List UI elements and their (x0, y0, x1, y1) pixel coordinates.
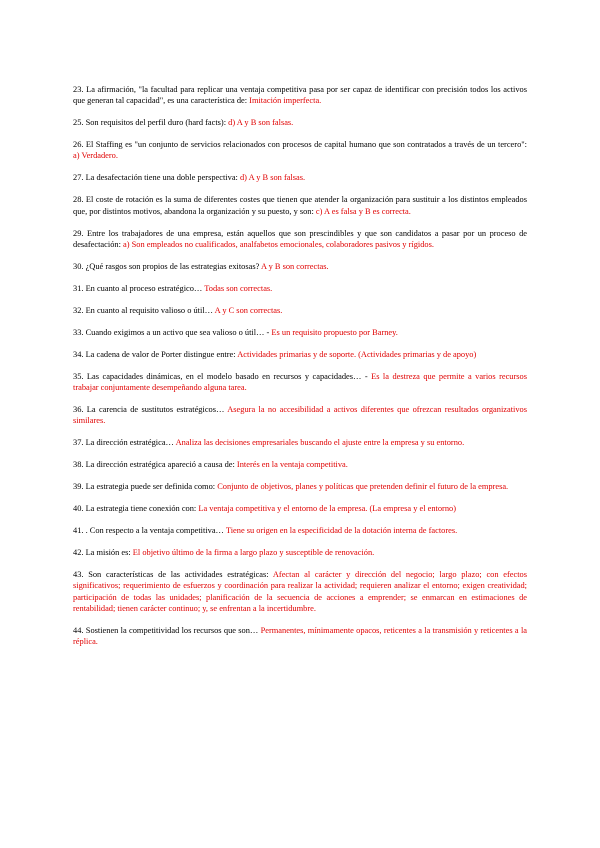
question-list (73, 84, 527, 658)
question-text: 39. La estrategia puede ser definida como: (73, 482, 218, 492)
question-item (73, 481, 527, 492)
question-item (73, 459, 527, 470)
answer-text: a) Son empleados no cualificados, analfabetos emocionales, colaboradores pasivos y rígidos. (123, 239, 434, 249)
question-item (73, 172, 527, 183)
question-item (73, 283, 527, 294)
question-item (73, 84, 527, 106)
answer-text: Es un requisito propuesto por Barney. (271, 327, 398, 337)
question-text: 31. En cuanto al proceso estratégico… (73, 283, 205, 293)
question-text: 32. En cuanto al requisito valioso o útil… (73, 305, 215, 315)
question-item (73, 569, 527, 614)
answer-text: Afectan al carácter y dirección del negocio; largo plazo; con efectos significativos; requerimiento de esfuerzos y coordinación para realizar la actividad; requieren analizar el entorno; exigen creatividad; participación de todas las unidades; planificación de la secuencia de acciones a emprender; se enmarcan en estimaciones de rentabilidad; tienen carácter continuo; y, se enfrentan a la incertidumbre. (73, 570, 527, 613)
question-text: 28. El coste de rotación es la suma de diferentes costes que tienen que atender la organización para sustituir a los distintos empleados que, por distintos motivos, abandona la organización y su puesto, y son: (73, 195, 527, 216)
question-item (73, 525, 527, 536)
answer-text: a) Verdadero. (73, 151, 118, 161)
question-item (73, 349, 527, 360)
question-item (73, 139, 527, 161)
question-text: 34. La cadena de valor de Porter distingue entre: (73, 349, 238, 359)
question-item (73, 327, 527, 338)
answer-text: d) A y B son falsas. (239, 173, 306, 183)
question-text: 30. ¿Qué rasgos son propios de las estrategias exitosas? (73, 261, 261, 271)
question-item (73, 625, 527, 647)
question-text: 27. La desafectación tiene una doble perspectiva: (73, 173, 240, 183)
question-item (73, 194, 527, 216)
question-text: 36. La carencia de sustitutos estratégicos… (73, 405, 228, 415)
question-text: 41. . Con respecto a la ventaja competitiva… (73, 526, 226, 536)
question-text: 35. Las capacidades dinámicas, en el modelo basado en recursos y capacidades… - (73, 371, 372, 381)
answer-text: Imitación imperfecta. (249, 96, 322, 106)
question-item (73, 547, 527, 558)
question-item (73, 371, 527, 393)
answer-text: Analiza las decisiones empresariales buscando el ajuste entre la empresa y su entorno. (175, 438, 465, 448)
answer-text: Actividades primarias y de soporte. (Actividades primarias y de apoyo) (237, 349, 477, 359)
question-text: 42. La misión es: (73, 548, 133, 558)
question-item (73, 117, 527, 128)
question-item (73, 437, 527, 448)
question-text: 25. Son requisitos del perfil duro (hard facts): (73, 118, 229, 128)
answer-text: Asegura la no accesibilidad a activos diferentes que ofrezcan resultados organizativos similares. (73, 405, 528, 426)
question-item (73, 503, 527, 514)
question-text: 37. La dirección estratégica… (73, 438, 176, 448)
question-text: 44. Sostienen la competitividad los recursos que son… (73, 625, 261, 635)
question-text: 38. La dirección estratégica apareció a causa de: (73, 460, 237, 470)
answer-text: Es la destreza que permite a varios recursos trabajar conjuntamente desempeñando alguna tarea. (73, 371, 527, 393)
question-item (73, 404, 527, 426)
question-text: 40. La estrategia tiene conexión con: (73, 504, 199, 514)
answer-text: Interés en la ventaja competitiva. (236, 460, 348, 470)
answer-text: c) A es falsa y B es correcta. (315, 206, 411, 216)
answer-text: Conjunto de objetivos, planes y políticas que pretenden definir el futuro de la empresa. (217, 482, 509, 492)
question-text: 26. El Staffing es "un conjunto de servicios relacionados con procesos de capital humano que son contratados a través de un tercero": (73, 140, 527, 150)
question-item (73, 261, 527, 272)
answer-text: d) A y B son falsas. (228, 118, 294, 128)
answer-text: A y B son correctas. (260, 261, 329, 271)
question-text: 23. La afirmación, "la facultad para replicar una ventaja competitiva pasa por ser capaz de identificar con precisión todos los activos que generan tal capacidad", es una característica de: (73, 85, 527, 106)
question-item (73, 228, 527, 250)
question-text: 29. Entre los trabajadores de una empresa, están aquellos que son prescindibles y que son candidatos a pasar por un proceso de desafectación: (73, 228, 527, 249)
answer-text: Tiene su origen en la especificidad de la dotación interna de factores. (225, 526, 458, 536)
answer-text: Todas son correctas. (204, 283, 273, 293)
answer-text: La ventaja competitiva y el entorno de la empresa. (La empresa y el entorno) (198, 504, 456, 514)
question-text: 43. Son características de las actividades estratégicas: (73, 570, 273, 580)
question-text: 33. Cuando exigimos a un activo que sea valioso o útil… - (73, 327, 272, 337)
answer-text: El objetivo último de la firma a largo plazo y susceptible de renovación. (132, 548, 375, 558)
question-item (73, 305, 527, 316)
answer-text: Permanentes, mínimamente opacos, reticentes a la transmisión y reticentes a la réplica. (73, 625, 527, 647)
answer-text: A y C son correctas. (214, 305, 283, 315)
